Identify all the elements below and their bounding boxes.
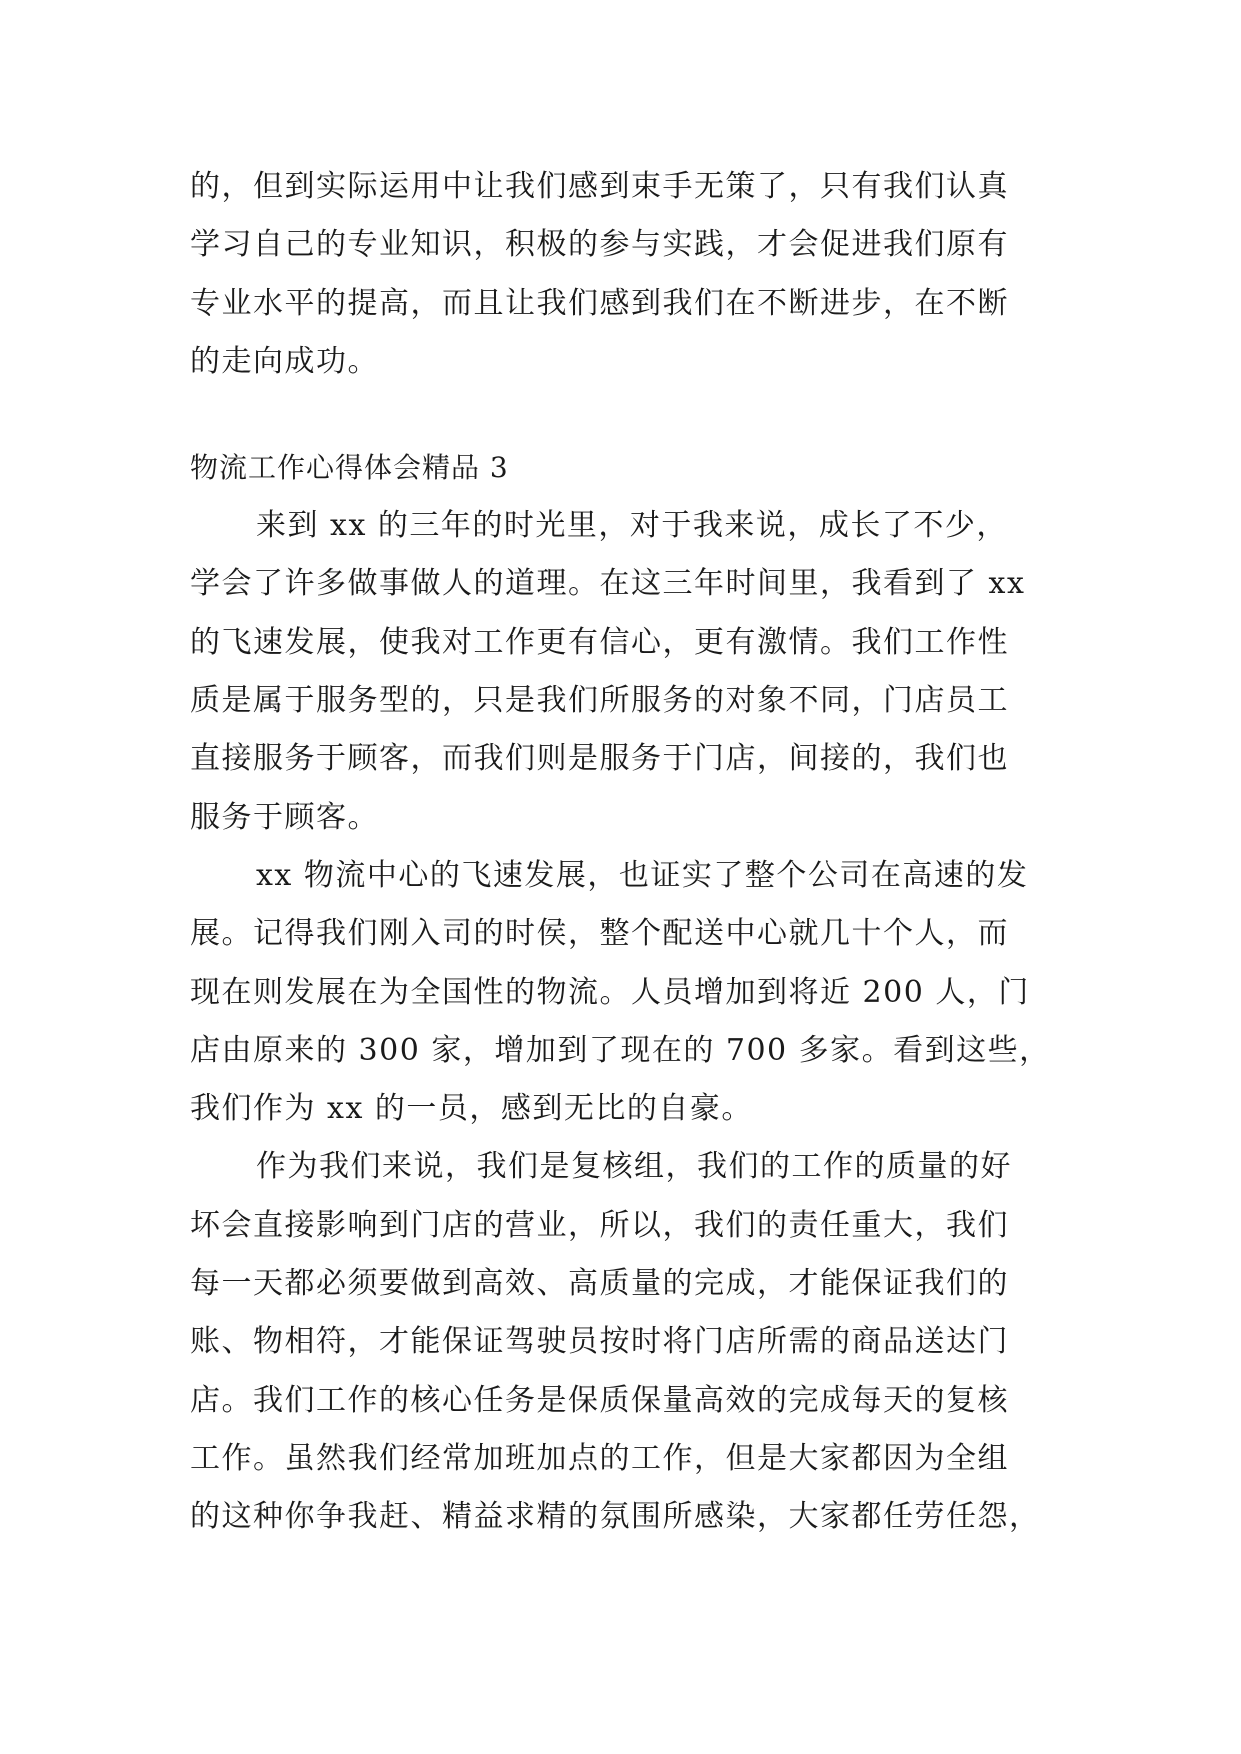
text-line: 作为我们来说，我们是复核组，我们的工作的质量的好	[256, 1149, 1012, 1185]
text-line: 的，但到实际运用中让我们感到束手无策了，只有我们认真	[190, 169, 1009, 204]
text-line: 工作。虽然我们经常加班加点的工作，但是大家都因为全组	[190, 1440, 1009, 1476]
text-line: 服务于顾客。	[190, 799, 379, 835]
text-line: 我们作为 xx 的一员，感到无比的自豪。	[190, 1091, 753, 1127]
text-line: 的走向成功。	[190, 343, 379, 379]
text-line: 直接服务于顾客，而我们则是服务于门店，间接的，我们也	[190, 741, 1009, 777]
text-line: 店。我们工作的核心任务是保质保量高效的完成每天的复核	[190, 1382, 1009, 1418]
text-line: 展。记得我们刚入司的时侯，整个配送中心就几十个人，而	[190, 916, 1009, 952]
text-line: 质是属于服务型的，只是我们所服务的对象不同，门店员工	[190, 683, 1009, 719]
text-line: 学习自己的专业知识，积极的参与实践，才会促进我们原有	[190, 227, 1009, 263]
paragraph-1	[190, 497, 1070, 847]
section-title: 物流工作心得体会精品 3	[190, 451, 509, 485]
text-line: 学会了许多做事做人的道理。在这三年时间里，我看到了 xx	[190, 566, 1026, 602]
paragraph-2	[190, 847, 1070, 1138]
paragraph-3	[190, 1138, 1070, 1546]
text-line: 店由原来的 300 家，增加到了现在的 700 多家。看到这些，	[190, 1032, 1051, 1068]
text-line: xx 物流中心的飞速发展，也证实了整个公司在高速的发	[256, 857, 1029, 893]
spacer	[190, 391, 1070, 439]
text-line: 专业水平的提高，而且让我们感到我们在不断进步，在不断	[190, 285, 1009, 321]
text-line: 账、物相符，才能保证驾驶员按时将门店所需的商品送达门	[190, 1324, 1009, 1360]
document-body	[190, 158, 1070, 1547]
paragraph-continued	[190, 158, 1070, 391]
text-line: 的这种你争我赶、精益求精的氛围所感染，大家都任劳任怨，	[190, 1499, 1041, 1535]
text-line: 每一天都必须要做到高效、高质量的完成，才能保证我们的	[190, 1266, 1009, 1302]
text-line: 来到 xx 的三年的时光里，对于我来说，成长了不少，	[256, 508, 1008, 544]
text-line: 现在则发展在为全国性的物流。人员增加到将近 200 人，门	[190, 974, 1030, 1010]
text-line: 坏会直接影响到门店的营业，所以，我们的责任重大，我们	[190, 1207, 1009, 1243]
text-line: 的飞速发展，使我对工作更有信心，更有激情。我们工作性	[190, 624, 1009, 660]
